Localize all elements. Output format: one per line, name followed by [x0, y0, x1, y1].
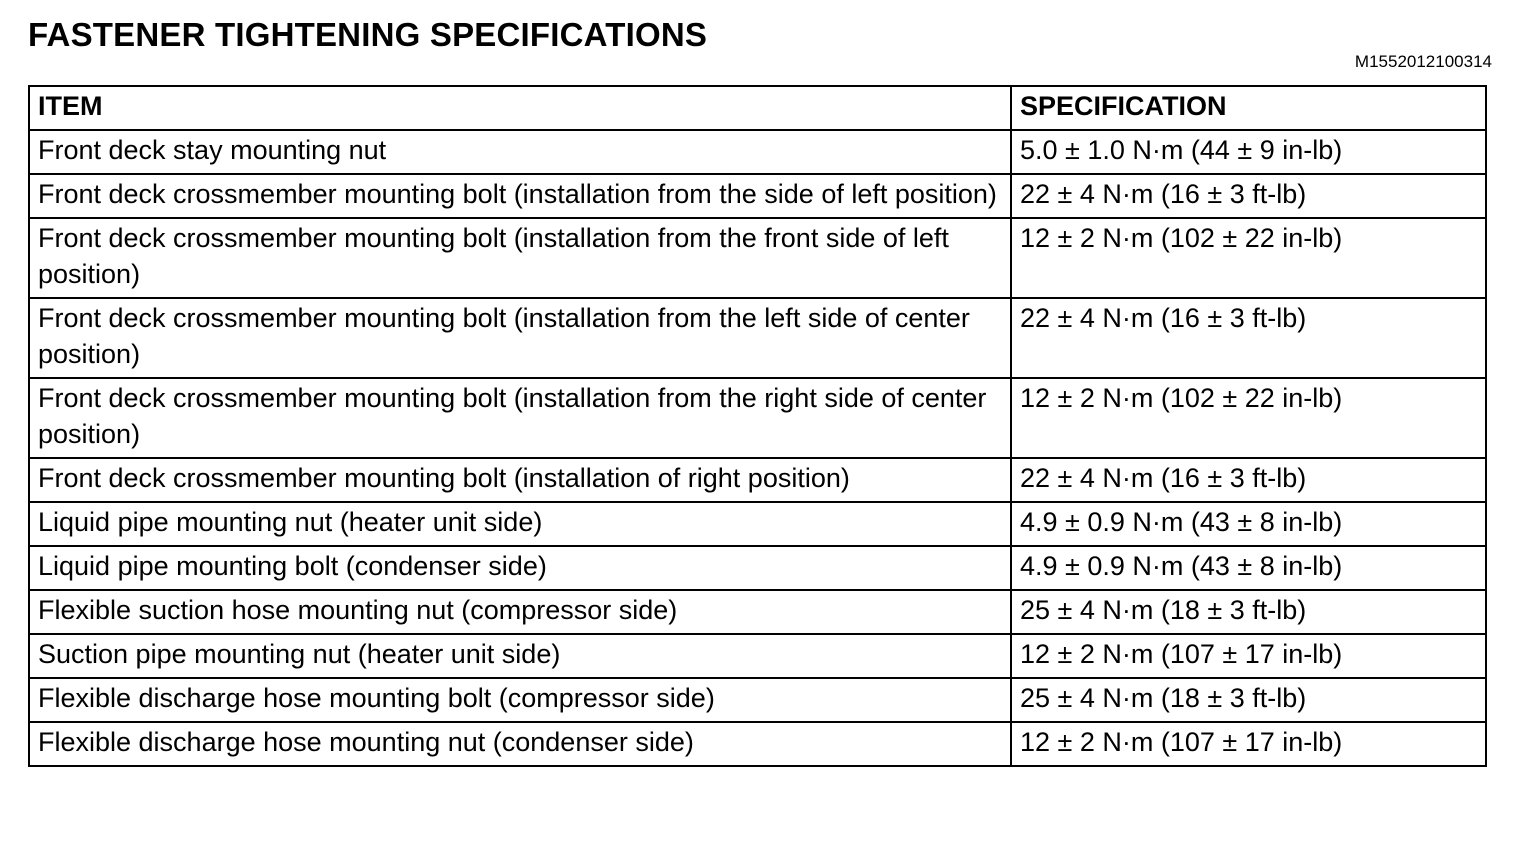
column-header-item: ITEM — [29, 86, 1011, 130]
table-row — [29, 590, 1486, 634]
item-cell: Front deck crossmember mounting bolt (installation from the side of left position) — [29, 174, 1011, 218]
specification-cell: 5.0 ± 1.0 N·m (44 ± 9 in-lb) — [1011, 130, 1486, 174]
table-row — [29, 678, 1486, 722]
item-cell: Liquid pipe mounting bolt (condenser side) — [29, 546, 1011, 590]
specifications-table — [28, 85, 1487, 767]
document-code: M1552012100314 — [1354, 52, 1492, 71]
specification-cell: 22 ± 4 N·m (16 ± 3 ft-lb) — [1011, 298, 1486, 378]
table-row — [29, 458, 1486, 502]
item-cell: Front deck crossmember mounting bolt (installation from the front side of left position) — [29, 218, 1011, 298]
page-title: FASTENER TIGHTENING SPECIFICATIONS — [28, 16, 708, 53]
table-header-row — [29, 86, 1486, 130]
table-row — [29, 378, 1486, 458]
specification-cell: 12 ± 2 N·m (107 ± 17 in-lb) — [1011, 634, 1486, 678]
table-row — [29, 722, 1486, 766]
table-row — [29, 130, 1486, 174]
table-row — [29, 174, 1486, 218]
specification-cell: 12 ± 2 N·m (102 ± 22 in-lb) — [1011, 218, 1486, 298]
item-cell: Flexible suction hose mounting nut (compressor side) — [29, 590, 1011, 634]
item-cell: Liquid pipe mounting nut (heater unit side) — [29, 502, 1011, 546]
item-cell: Front deck crossmember mounting bolt (installation from the left side of center position) — [29, 298, 1011, 378]
table-row — [29, 298, 1486, 378]
item-cell: Flexible discharge hose mounting nut (condenser side) — [29, 722, 1011, 766]
table-row — [29, 502, 1486, 546]
table-row — [29, 634, 1486, 678]
specification-cell: 12 ± 2 N·m (102 ± 22 in-lb) — [1011, 378, 1486, 458]
table-row — [29, 218, 1486, 298]
specification-cell: 22 ± 4 N·m (16 ± 3 ft-lb) — [1011, 458, 1486, 502]
specification-cell: 25 ± 4 N·m (18 ± 3 ft-lb) — [1011, 678, 1486, 722]
item-cell: Front deck crossmember mounting bolt (installation from the right side of center position) — [29, 378, 1011, 458]
item-cell: Suction pipe mounting nut (heater unit side) — [29, 634, 1011, 678]
item-cell: Front deck stay mounting nut — [29, 130, 1011, 174]
specification-cell: 4.9 ± 0.9 N·m (43 ± 8 in-lb) — [1011, 546, 1486, 590]
specification-cell: 25 ± 4 N·m (18 ± 3 ft-lb) — [1011, 590, 1486, 634]
specification-cell: 12 ± 2 N·m (107 ± 17 in-lb) — [1011, 722, 1486, 766]
item-cell: Flexible discharge hose mounting bolt (compressor side) — [29, 678, 1011, 722]
specification-cell: 22 ± 4 N·m (16 ± 3 ft-lb) — [1011, 174, 1486, 218]
column-header-specification: SPECIFICATION — [1011, 86, 1486, 130]
item-cell: Front deck crossmember mounting bolt (installation of right position) — [29, 458, 1011, 502]
table-row — [29, 546, 1486, 590]
specification-cell: 4.9 ± 0.9 N·m (43 ± 8 in-lb) — [1011, 502, 1486, 546]
